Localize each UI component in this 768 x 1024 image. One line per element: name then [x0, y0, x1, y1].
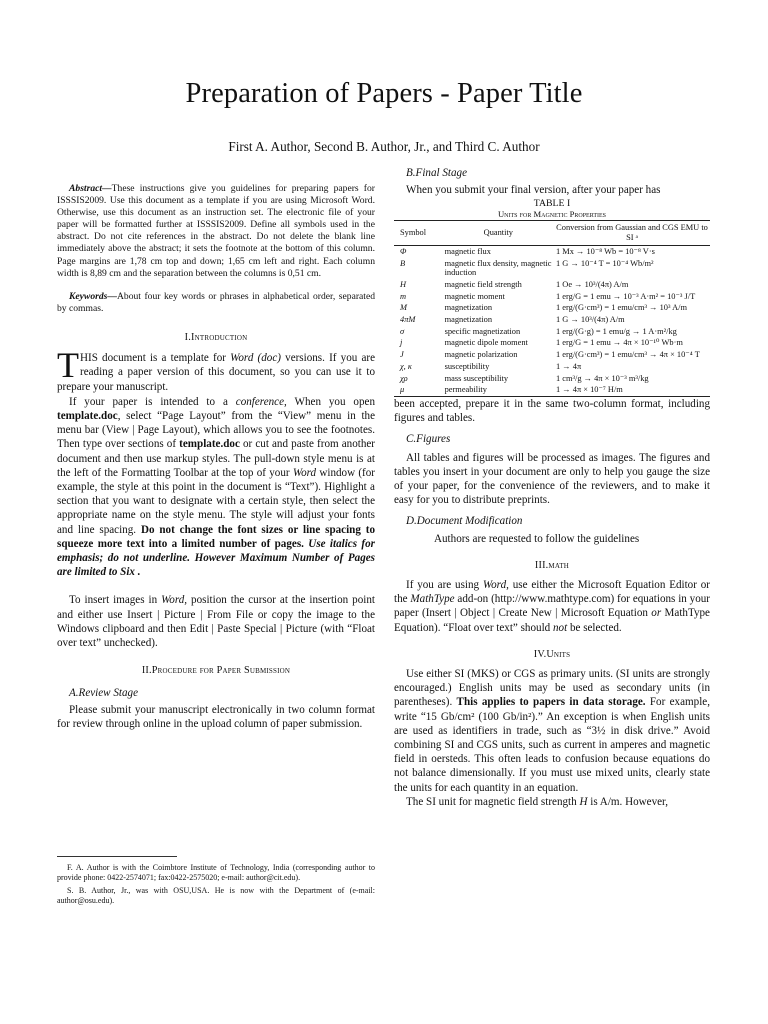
- final-paragraph-start: When you submit your final version, after your paper has: [406, 184, 661, 197]
- section-heading-units: IV.Units: [533, 648, 571, 660]
- table-row: [394, 349, 710, 361]
- abstract: [57, 183, 375, 280]
- units-table: [394, 220, 710, 397]
- table-header-quantity: Quantity: [483, 228, 513, 238]
- section-heading-math: III.math: [534, 559, 570, 571]
- table-cell-quantity: susceptibility: [444, 361, 490, 371]
- intro-p2-bi: Use italics for emphasis; do not underline. However Maximum Number of Pages are limited to Six .: [57, 537, 375, 579]
- table-row: [394, 302, 710, 314]
- math-not: not: [552, 621, 568, 634]
- intro-p2-b: When you open: [286, 395, 375, 408]
- section-heading-introduction: I.Introduction: [184, 331, 248, 343]
- table-row: [394, 279, 710, 291]
- dropcap-letter: T: [57, 345, 79, 386]
- math-word: Word,: [482, 578, 509, 591]
- table-cell-conversion: 1 G → 10⁻⁴ T = 10⁻⁴ Wb/m²: [556, 258, 654, 268]
- table-row: [394, 314, 710, 326]
- paper-authors: First A. Author, Second B. Author, Jr., and Third C. Author: [228, 139, 540, 154]
- footnote-2: S. B. Author, Jr., was with OSU,USA. He is now with the Department of (e-mail: author@osu.edu).: [57, 885, 375, 906]
- table-cell-quantity: mass susceptibility: [444, 373, 509, 383]
- math-a: If you are using: [406, 578, 483, 591]
- table-cell-conversion: 1 erg/G = 1 emu → 10⁻³ A·m² = 10⁻³ J/T: [556, 291, 696, 301]
- intro-p3-a: To insert images in: [69, 594, 162, 607]
- table-cell-symbol: Φ: [400, 246, 407, 256]
- table-cell-symbol: M: [400, 303, 407, 313]
- table-row: [394, 245, 710, 257]
- figures-paragraph: All tables and figures will be processed as images. The figures and tables you insert in your document are only to help you gauge the size of your paper, for the convenience of the reviewers, and to make it easy for you to distribute preprints.: [394, 451, 710, 507]
- units-p1-bold: This applies to papers in data storage.: [456, 696, 646, 709]
- table-caption: [394, 209, 710, 220]
- intro-p1-text: [57, 345, 376, 394]
- intro-p1-b: versions. If you are reading a paper version of this document, so you can use it to prepare your manuscript.: [57, 352, 376, 393]
- table-cell-conversion: 1 → 4π: [556, 361, 582, 371]
- table-cell-conversion: 1 cm³/g → 4π × 10⁻³ m³/kg: [556, 373, 649, 383]
- table-label: TABLE I: [533, 198, 571, 210]
- intro-p2-tpl2: template.doc: [179, 438, 240, 451]
- table-cell-symbol: j: [400, 338, 403, 348]
- intro-p2-d: or cut and paste from another document and then use markup styles. The pull-down style menu is at the left of the Formatting Toolbar at the top of your: [57, 438, 375, 479]
- paper-title: Preparation of Papers - Paper Title: [185, 78, 583, 109]
- table-cell-symbol: σ: [400, 326, 405, 336]
- final-paragraph-cont: been accepted, prepare it in the same two-column format, including figures and tables.: [394, 397, 710, 425]
- intro-paragraph-2: [57, 395, 375, 580]
- subheading-figures: C.Figures: [406, 433, 451, 446]
- intro-paragraph-1: [57, 345, 376, 394]
- table-header-row: [394, 221, 710, 245]
- table-header-symbol: Symbol: [400, 228, 427, 238]
- intro-p3-b: position the cursor at the insertion point and either use Insert | Picture | From File or copy the image to the Windows clipboard and then Edit | Paste Special | Picture (with “Float over text” unchecked).: [57, 594, 375, 649]
- table-cell-symbol: 4πM: [400, 315, 416, 325]
- right-column: [394, 166, 710, 809]
- units-p2-b: is A/m. However,: [587, 795, 669, 808]
- intro-p1-a: HIS document is a template for: [80, 352, 231, 365]
- table-cell-symbol: μ: [400, 385, 405, 395]
- section-heading-procedure: II.Procedure for Paper Submission: [141, 665, 291, 677]
- table-row: [394, 384, 710, 396]
- intro-p3-word: Word,: [161, 594, 188, 607]
- footnote-area: [57, 856, 375, 907]
- table-cell-quantity: specific magnetization: [444, 326, 521, 336]
- table-cell-quantity: permeability: [444, 385, 487, 395]
- intro-p2-word: Word: [292, 466, 317, 479]
- table-cell-quantity: magnetic field strength: [444, 279, 522, 289]
- math-or: or: [651, 607, 662, 620]
- math-b: use either the Microsoft Equation Editor or the: [394, 578, 710, 606]
- footnote-rule: [57, 856, 177, 857]
- table-caption-text: Units for Magnetic Properties: [497, 209, 607, 220]
- table-cell-conversion: 1 → 4π × 10⁻⁷ H/m: [556, 385, 623, 395]
- table-row: [394, 291, 710, 303]
- table-cell-conversion: 1 erg/(G·cm³) = 1 emu/cm³ → 4π × 10⁻⁴ T: [556, 350, 700, 360]
- abstract-text: These instructions give you guidelines for preparing papers for ISSSIS2009. Use this document as a template if you are using Microsoft Word. Otherwise, use this document as an instruction set. The electronic file of your paper will be formatted further at ISSSIS2009. Define all symbols used in the abstract. Do not cite references in the abstract. Do not delete the blank line immediately above the abstract; it sets the footnote at the bottom of this column. Page margins are 1,78 cm top and down; 1,65 cm left and right. Each column width is 8,89 cm and the separation between the columns is 0,51 cm.: [57, 183, 375, 279]
- footnote-1: F. A. Author is with the Coimbtore Institute of Technology, India (corresponding author to provide phone: 0422-2574071; fax:0422-2575020; e-mail: author@cit.edu).: [57, 863, 375, 883]
- units-p1-b: For example, write “15 Gb/cm² (100 Gb/in²).” An exception is when English units are used as identifiers in trade, such as “3½ in disk drive.” Avoid combining SI and CGS units, such as current in amperes and magnetic field in oersteds. This often leads to confusion because equations do not balance dimensionally. If you must use mixed units, clearly state the units for each quantity in an equation.: [394, 696, 710, 794]
- table-cell-conversion: 1 G → 10³/(4π) A/m: [556, 315, 625, 325]
- docmod-paragraph: Authors are requested to follow the guidelines: [434, 532, 640, 545]
- units-p2-h: H: [579, 795, 588, 808]
- intro-paragraph-3: [57, 593, 375, 650]
- subheading-review-stage: A.Review Stage: [69, 687, 139, 700]
- left-column: [57, 166, 376, 906]
- table-cell-conversion: 1 erg/(G·cm³) = 1 emu/cm³ → 10³ A/m: [556, 303, 687, 313]
- math-c: add-on (http://www.mathtype.com) for equations in your paper (Insert | Object | Create New | Microsoft Equation: [394, 593, 711, 620]
- keywords: [57, 291, 375, 315]
- intro-p2-e: window (for example, the style at this point in the document is “Text”). Highlight a section that you want to designate with a certain style, then select the appropriate name on the style menu. The style will adjust your fonts and line spacing.: [57, 466, 375, 536]
- math-paragraph: [394, 578, 710, 635]
- keywords-text: About four key words or phrases in alphabetical order, separated by commas.: [57, 290, 375, 314]
- review-paragraph: Please submit your manuscript electronically in two column format for review through online in the upload column of paper submission.: [57, 703, 375, 730]
- table-cell-quantity: magnetic flux: [444, 246, 491, 256]
- table-cell-symbol: J: [400, 350, 404, 360]
- table-row: [394, 258, 710, 279]
- table-header-conversion: Conversion from Gaussian and CGS EMU to SI ᵃ: [556, 223, 708, 243]
- intro-p2-conf: conference,: [235, 395, 287, 408]
- units-paragraph-2: [394, 795, 710, 809]
- math-mathtype: MathType: [410, 593, 455, 606]
- table-cell-quantity: magnetization: [444, 303, 493, 313]
- subheading-document-modification: D.Document Modification: [406, 515, 523, 528]
- table-cell-quantity: magnetization: [444, 315, 493, 325]
- math-d: MathType Equation). “Float over text” should: [394, 607, 710, 634]
- table-cell-symbol: χ, κ: [400, 361, 412, 371]
- intro-p2-bold: Do not change the font sizes or line spacing to squeeze more text into a limited number of pages.: [57, 523, 376, 550]
- table-cell-conversion: 1 erg/G = 1 emu → 4π × 10⁻¹⁰ Wb·m: [556, 338, 683, 348]
- table-cell-symbol: H: [400, 279, 407, 289]
- table-row: [394, 361, 710, 373]
- intro-p2-a: If your paper is intended to a: [69, 395, 236, 408]
- table-cell-conversion: 1 Oe → 10³/(4π) A/m: [556, 279, 629, 289]
- table-cell-symbol: m: [400, 291, 407, 301]
- table-row: [394, 373, 710, 385]
- math-e: be selected.: [567, 621, 622, 634]
- table-body: [394, 245, 710, 396]
- table-cell-quantity: magnetic dipole moment: [444, 338, 528, 348]
- intro-p2-c: , select “Page Layout” from the “View” menu in the menu bar (View | Page Layout), which allows you to see the footnotes. Then type over sections of: [57, 409, 375, 451]
- table-cell-quantity: magnetic moment: [444, 291, 505, 301]
- table-cell-symbol: B: [400, 258, 406, 268]
- units-p2-a: The SI unit for magnetic field strength: [406, 795, 580, 808]
- subheading-final-stage: B.Final Stage: [406, 167, 468, 179]
- table-row: [394, 326, 710, 338]
- units-paragraph-1: [394, 667, 710, 795]
- table-cell-quantity: magnetic polarization: [444, 350, 518, 360]
- table-row: [394, 337, 710, 349]
- keywords-label: Keywords—: [69, 290, 117, 302]
- units-p1-a: Use either SI (MKS) or CGS as primary units. (SI units are strongly encouraged.) English units may be used as secondary units (in parentheses).: [394, 668, 710, 709]
- abstract-label: Abstract—: [69, 183, 112, 194]
- intro-p2-tpl: template.doc: [57, 409, 118, 422]
- table-cell-conversion: 1 erg/(G·g) = 1 emu/g → 1 A·m²/kg: [556, 326, 677, 336]
- table-cell-quantity: magnetic flux density, magnetic induction: [444, 258, 552, 278]
- intro-p1-word: Word (doc): [230, 352, 281, 365]
- table-cell-symbol: χρ: [400, 373, 408, 383]
- table-cell-conversion: 1 Mx → 10⁻⁸ Wb = 10⁻⁸ V·s: [556, 246, 655, 256]
